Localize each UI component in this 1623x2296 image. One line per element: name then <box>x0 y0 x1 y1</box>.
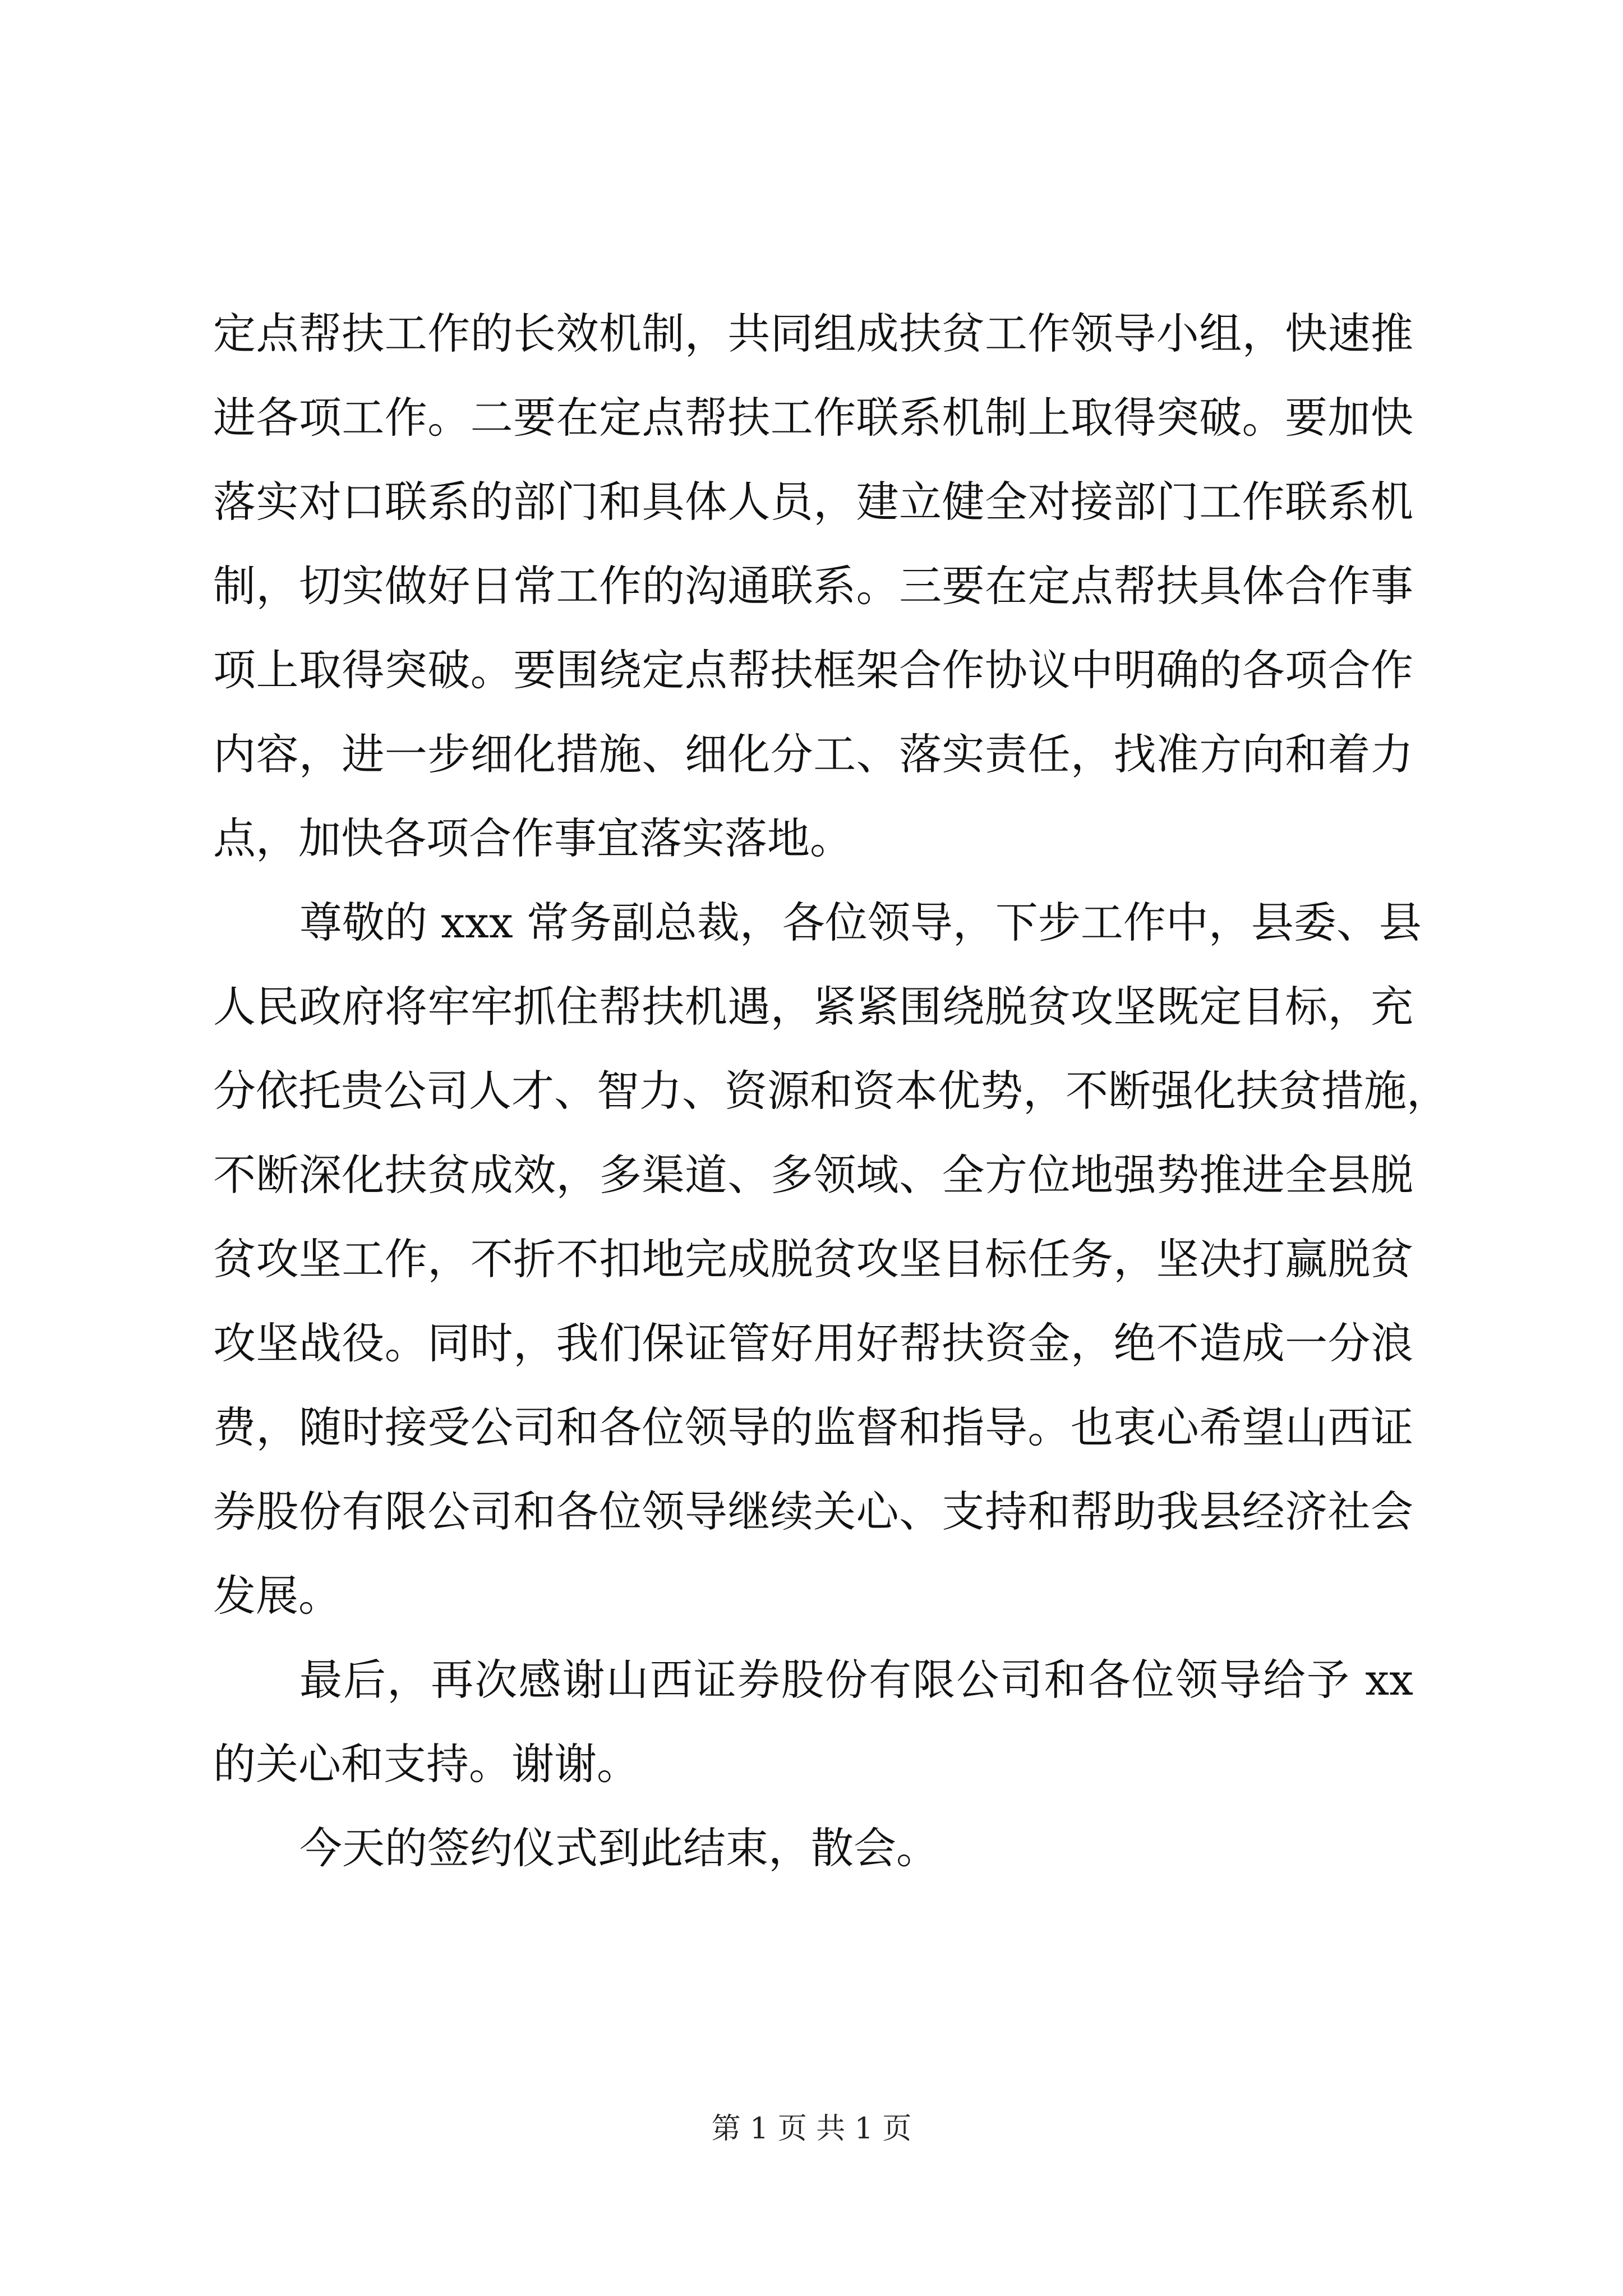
paragraph-1-line-2: 进各项工作。二要在定点帮扶工作联系机制上取得突破。要加快 <box>213 393 1413 443</box>
paragraph-2-line-5: 贫攻坚工作，不折不扣地完成脱贫攻坚目标任务，坚决打赢脱贫 <box>213 1234 1413 1284</box>
paragraph-2-line-6: 攻坚战役。同时，我们保证管好用好帮扶资金，绝不造成一分浪 <box>213 1318 1413 1368</box>
paragraph-1-line-3: 落实对口联系的部门和具体人员，建立健全对接部门工作联系机 <box>213 477 1413 527</box>
page-number-footer: 第 1 页 共 1 页 <box>711 2112 912 2146</box>
paragraph-3-line-1: 最后，再次感谢山西证券股份有限公司和各位领导给予 xx <box>299 1655 1413 1705</box>
paragraph-2-line-8: 券股份有限公司和各位领导继续关心、支持和帮助我县经济社会 <box>213 1487 1413 1536</box>
paragraph-2-line-4: 不断深化扶贫成效，多渠道、多领域、全方位地强势推进全县脱 <box>213 1150 1413 1200</box>
paragraph-3-line-2: 的关心和支持。谢谢。 <box>213 1739 639 1789</box>
paragraph-1-line-6: 内容，进一步细化措施、细化分工、落实责任，找准方向和着力 <box>213 729 1413 779</box>
paragraph-1-line-4: 制，切实做好日常工作的沟通联系。三要在定点帮扶具体合作事 <box>213 561 1413 611</box>
paragraph-2-line-7: 费，随时接受公司和各位领导的监督和指导。也衷心希望山西证 <box>213 1402 1413 1452</box>
paragraph-1-line-7: 点，加快各项合作事宜落实落地。 <box>213 813 852 863</box>
paragraph-2-line-9: 发展。 <box>213 1571 341 1621</box>
paragraph-2-line-1: 尊敬的 xxx 常务副总裁，各位领导，下步工作中，县委、县 <box>299 898 1422 947</box>
paragraph-2-line-3: 分依托贵公司人才、智力、资源和资本优势，不断强化扶贫措施， <box>213 1066 1449 1116</box>
paragraph-1-line-1: 定点帮扶工作的长效机制，共同组成扶贫工作领导小组，快速推 <box>213 309 1413 358</box>
paragraph-1-line-5: 项上取得突破。要围绕定点帮扶框架合作协议中明确的各项合作 <box>213 645 1413 695</box>
paragraph-2-line-2: 人民政府将牢牢抓住帮扶机遇，紧紧围绕脱贫攻坚既定目标，充 <box>213 982 1413 1032</box>
paragraph-4-line-1: 今天的签约仪式到此结束，散会。 <box>299 1823 939 1873</box>
